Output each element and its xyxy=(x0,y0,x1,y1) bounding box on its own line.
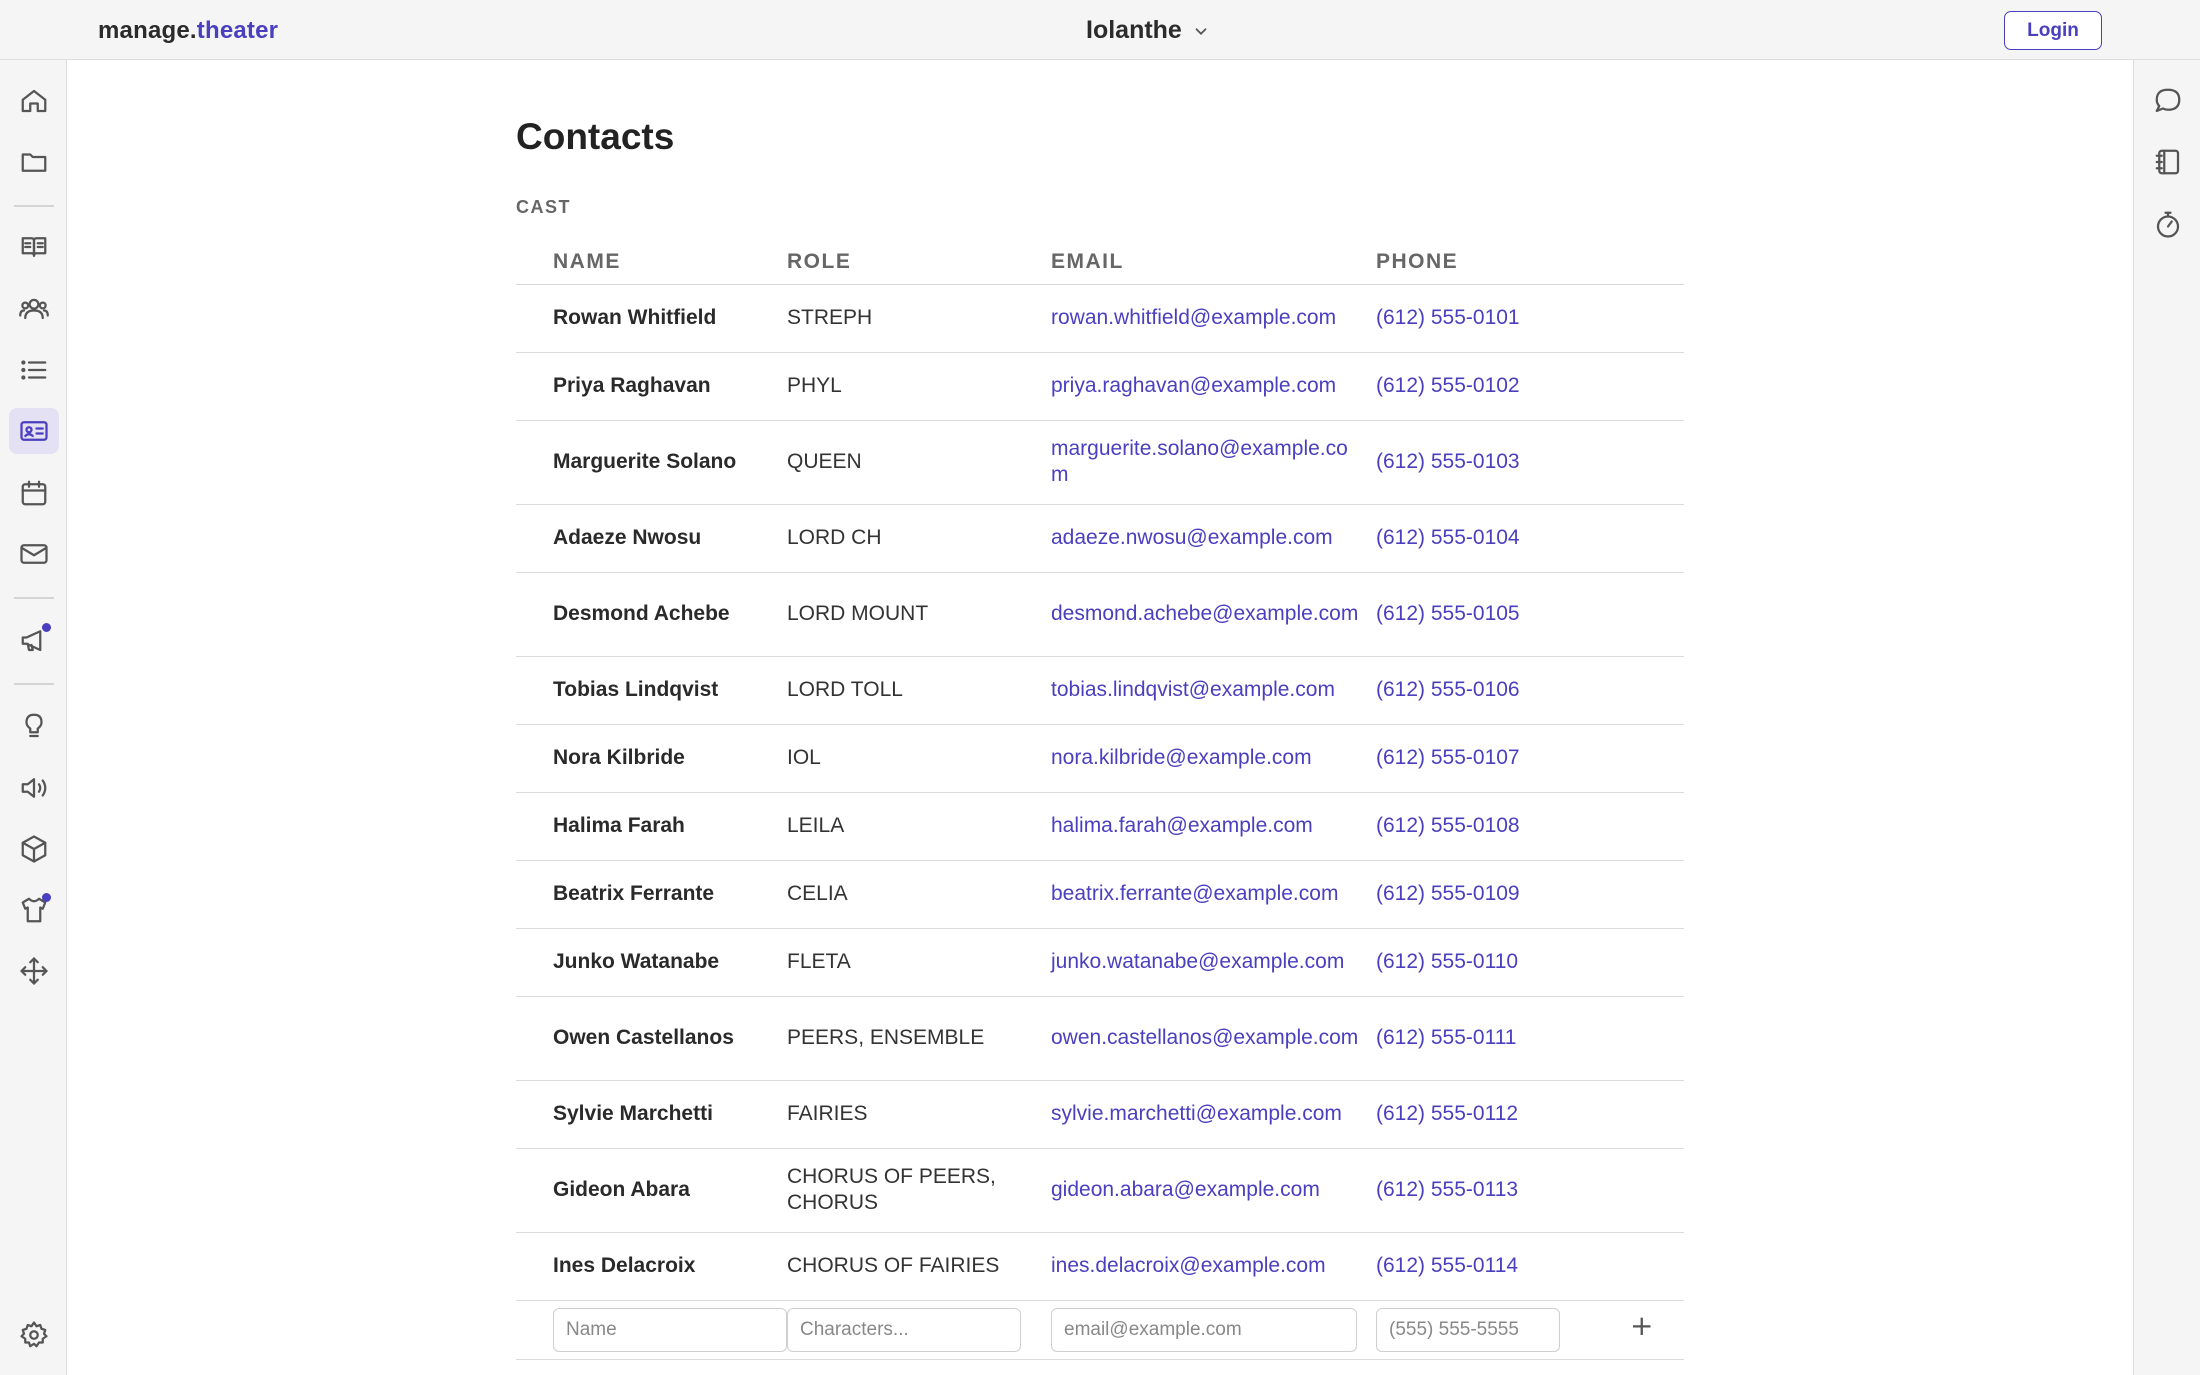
contact-role: IOL xyxy=(787,746,821,769)
contact-name: Ines Delacroix xyxy=(553,1254,696,1277)
table-row[interactable] xyxy=(516,724,1684,792)
nav-divider xyxy=(14,205,54,207)
login-button[interactable]: Login xyxy=(2004,11,2102,50)
contact-role: CHORUS OF FAIRIES xyxy=(787,1254,1000,1277)
contact-email-link[interactable]: marguerite.solano@example.com xyxy=(1051,437,1348,486)
nav-lighting[interactable] xyxy=(9,703,59,749)
table-row[interactable] xyxy=(516,420,1684,504)
nav-mail[interactable] xyxy=(9,531,59,577)
mail-icon xyxy=(19,539,49,569)
contact-phone-link[interactable]: (612) 555-0109 xyxy=(1376,882,1520,905)
table-row[interactable] xyxy=(516,1080,1684,1148)
contact-phone-link[interactable]: (612) 555-0113 xyxy=(1376,1178,1519,1201)
table-row[interactable] xyxy=(516,284,1684,352)
contact-phone-link[interactable]: (612) 555-0101 xyxy=(1376,306,1520,329)
contact-name: Gideon Abara xyxy=(553,1178,690,1201)
new-email-input[interactable] xyxy=(1051,1308,1357,1352)
contact-email-link[interactable]: sylvie.marchetti@example.com xyxy=(1051,1102,1342,1125)
contact-role: LEILA xyxy=(787,814,845,837)
box-icon xyxy=(19,834,49,864)
table-row[interactable] xyxy=(516,1148,1684,1232)
section-label-cast: CAST xyxy=(516,197,571,217)
contact-email-link[interactable]: gideon.abara@example.com xyxy=(1051,1178,1320,1201)
chat-bubble-icon xyxy=(2153,86,2183,116)
table-row[interactable] xyxy=(516,1232,1684,1300)
folder-icon xyxy=(19,147,49,177)
contact-email-link[interactable]: adaeze.nwosu@example.com xyxy=(1051,526,1333,549)
contact-phone-link[interactable]: (612) 555-0102 xyxy=(1376,374,1520,397)
contact-name: Marguerite Solano xyxy=(553,450,737,473)
table-row[interactable] xyxy=(516,572,1684,656)
nav-chat[interactable] xyxy=(2143,78,2193,124)
contact-role: QUEEN xyxy=(787,450,862,473)
nav-list[interactable] xyxy=(9,347,59,393)
table-row[interactable] xyxy=(516,656,1684,724)
move-arrows-icon xyxy=(19,956,49,986)
contact-name: Beatrix Ferrante xyxy=(553,882,715,905)
nav-people[interactable] xyxy=(9,285,59,331)
notification-badge xyxy=(42,623,51,632)
contact-name: Halima Farah xyxy=(553,814,685,837)
contact-email-link[interactable]: halima.farah@example.com xyxy=(1051,814,1313,837)
brand-prefix: manage. xyxy=(98,17,197,44)
contact-email-link[interactable]: owen.castellanos@example.com xyxy=(1051,1026,1359,1049)
contact-role: PEERS, ENSEMBLE xyxy=(787,1026,985,1049)
contact-phone-link[interactable]: (612) 555-0112 xyxy=(1376,1102,1519,1125)
column-header-role: ROLE xyxy=(787,230,1051,284)
column-header-email: EMAIL xyxy=(1051,230,1376,284)
chevron-down-icon xyxy=(1192,22,1210,40)
contact-phone-link[interactable]: (612) 555-0106 xyxy=(1376,678,1520,701)
nav-blocking[interactable] xyxy=(9,948,59,994)
contact-role: LORD TOLL xyxy=(787,678,903,701)
people-icon xyxy=(19,293,49,323)
home-icon xyxy=(19,86,49,116)
contact-phone-link[interactable]: (612) 555-0104 xyxy=(1376,526,1520,549)
calendar-icon xyxy=(19,478,49,508)
contact-card-icon xyxy=(19,416,49,446)
column-header-name: NAME xyxy=(516,230,787,284)
contact-email-link[interactable]: junko.watanabe@example.com xyxy=(1051,950,1345,973)
contact-role: LORD CH xyxy=(787,526,882,549)
top-bar xyxy=(0,0,2200,60)
contact-email-link[interactable]: ines.delacroix@example.com xyxy=(1051,1254,1326,1277)
stopwatch-icon xyxy=(2153,209,2183,239)
nav-script[interactable] xyxy=(9,224,59,270)
nav-home[interactable] xyxy=(9,78,59,124)
new-name-input[interactable] xyxy=(553,1308,787,1352)
page-title: Contacts xyxy=(516,116,675,157)
contact-email-link[interactable]: rowan.whitfield@example.com xyxy=(1051,306,1337,329)
contact-name: Rowan Whitfield xyxy=(553,306,717,329)
contact-phone-link[interactable]: (612) 555-0103 xyxy=(1376,450,1520,473)
contact-name: Desmond Achebe xyxy=(553,602,730,625)
nav-contacts[interactable] xyxy=(9,408,59,454)
contact-name: Tobias Lindqvist xyxy=(553,678,719,701)
contact-name: Owen Castellanos xyxy=(553,1026,734,1049)
new-role-input[interactable] xyxy=(787,1308,1021,1352)
contact-role: PHYL xyxy=(787,374,842,397)
contact-role: FLETA xyxy=(787,950,851,973)
contacts-table xyxy=(516,230,1684,1360)
right-sidebar xyxy=(2133,60,2200,1375)
nav-notes[interactable] xyxy=(2143,139,2193,185)
table-row[interactable] xyxy=(516,504,1684,572)
contact-email-link[interactable]: desmond.achebe@example.com xyxy=(1051,602,1359,625)
nav-files[interactable] xyxy=(9,139,59,185)
lightbulb-icon xyxy=(19,711,49,741)
contact-role: CHORUS OF PEERS, CHORUS xyxy=(787,1165,996,1214)
gear-icon xyxy=(19,1320,49,1350)
speaker-icon xyxy=(19,773,49,803)
nav-divider xyxy=(14,597,54,599)
nav-divider xyxy=(14,683,54,685)
contact-name: Priya Raghavan xyxy=(553,374,711,397)
table-row[interactable] xyxy=(516,996,1684,1080)
contact-phone-link[interactable]: (612) 555-0110 xyxy=(1376,950,1519,973)
script-book-icon xyxy=(19,232,49,262)
table-header-row xyxy=(516,230,1684,284)
contact-email-link[interactable]: priya.raghavan@example.com xyxy=(1051,374,1337,397)
nav-settings[interactable] xyxy=(9,1312,59,1358)
contact-name: Nora Kilbride xyxy=(553,746,685,769)
nav-timer[interactable] xyxy=(2143,201,2193,247)
contact-name: Junko Watanabe xyxy=(553,950,720,973)
contact-role: FAIRIES xyxy=(787,1102,868,1125)
brand-logo[interactable] xyxy=(98,17,278,45)
contact-email-link[interactable]: tobias.lindqvist@example.com xyxy=(1051,678,1335,701)
contact-role: LORD MOUNT xyxy=(787,602,929,625)
table-row[interactable] xyxy=(516,928,1684,996)
nav-calendar[interactable] xyxy=(9,470,59,516)
contact-phone-link[interactable]: (612) 555-0107 xyxy=(1376,746,1520,769)
notification-badge xyxy=(42,893,51,902)
new-phone-input[interactable] xyxy=(1376,1308,1560,1352)
nav-announcements[interactable] xyxy=(9,617,59,663)
left-sidebar xyxy=(0,60,67,1375)
contact-phone-link[interactable]: (612) 555-0108 xyxy=(1376,814,1520,837)
table-row[interactable] xyxy=(516,352,1684,420)
nav-props[interactable] xyxy=(9,826,59,872)
table-row[interactable] xyxy=(516,860,1684,928)
contact-role: CELIA xyxy=(787,882,848,905)
new-contact-row xyxy=(516,1300,1684,1359)
contact-role: STREPH xyxy=(787,306,873,329)
contact-phone-link[interactable]: (612) 555-0114 xyxy=(1376,1254,1519,1277)
add-contact-button[interactable]: + xyxy=(1630,1308,1654,1342)
contact-name: Sylvie Marchetti xyxy=(553,1102,713,1125)
notebook-icon xyxy=(2153,147,2183,177)
contact-name: Adaeze Nwosu xyxy=(553,526,702,549)
list-icon xyxy=(19,355,49,385)
contact-email-link[interactable]: beatrix.ferrante@example.com xyxy=(1051,882,1339,905)
contact-phone-link[interactable]: (612) 555-0111 xyxy=(1376,1026,1517,1049)
nav-costumes[interactable] xyxy=(9,887,59,933)
contact-phone-link[interactable]: (612) 555-0105 xyxy=(1376,602,1520,625)
contact-email-link[interactable]: nora.kilbride@example.com xyxy=(1051,746,1312,769)
column-header-phone: PHONE xyxy=(1376,230,1684,284)
show-selector[interactable] xyxy=(1086,16,1210,45)
show-title: Iolanthe xyxy=(1086,16,1182,44)
table-row[interactable] xyxy=(516,792,1684,860)
brand-accent: theater xyxy=(196,17,279,44)
nav-sound[interactable] xyxy=(9,765,59,811)
